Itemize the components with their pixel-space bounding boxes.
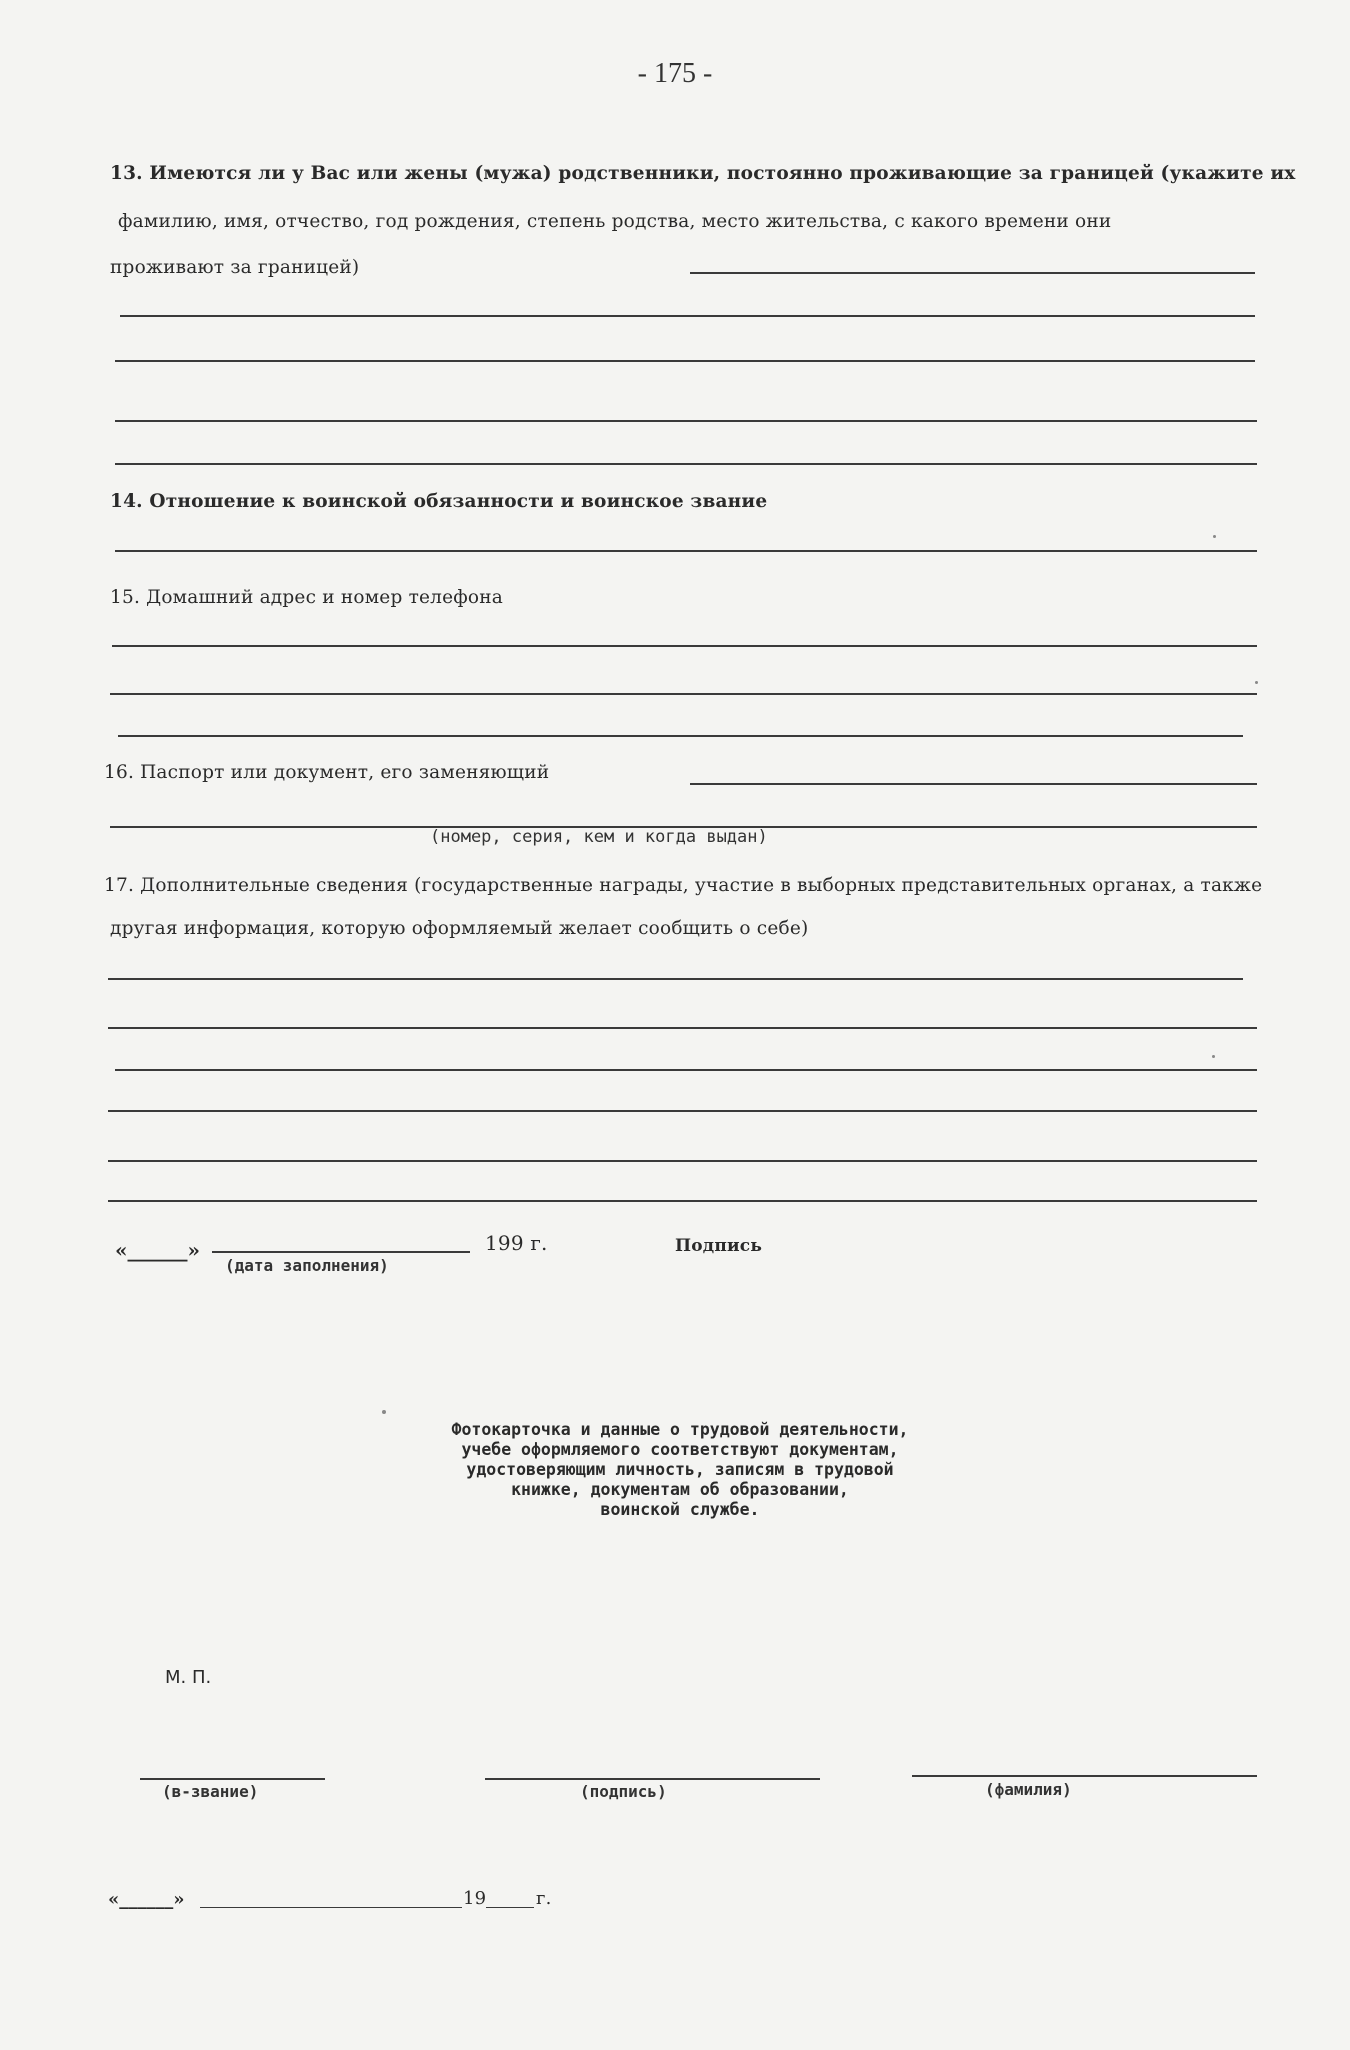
verification-note-line-2: учебе оформляемого соответствуют документам,	[461, 1440, 899, 1459]
signature-line[interactable]	[485, 1778, 820, 1780]
bottom-date-suffix: г.	[536, 1888, 552, 1909]
surname-caption: (фамилия)	[985, 1780, 1072, 1799]
scan-speck	[1213, 535, 1216, 538]
bottom-date-day-blank[interactable]: «______»	[108, 1889, 185, 1910]
question-13-line-3: проживают за границей)	[110, 257, 360, 278]
page-number: - 175 -	[637, 58, 713, 89]
scan-speck	[1255, 681, 1258, 684]
rank-line[interactable]	[140, 1778, 325, 1780]
verification-note-line-3: удостоверяющим личность, записям в трудовой	[466, 1460, 894, 1479]
answer-line-13-b[interactable]	[120, 315, 1255, 317]
answer-line-17-b[interactable]	[108, 1027, 1257, 1029]
answer-line-14[interactable]	[115, 550, 1257, 552]
bottom-date-year-line[interactable]	[486, 1907, 534, 1908]
answer-line-17-a[interactable]	[108, 978, 1243, 980]
rank-caption: (в-звание)	[162, 1782, 259, 1801]
surname-line[interactable]	[912, 1775, 1257, 1777]
signature-caption: (подпись)	[580, 1782, 667, 1801]
answer-line-17-f[interactable]	[108, 1200, 1257, 1202]
answer-line-17-e[interactable]	[108, 1160, 1257, 1162]
question-17-line-1: 17. Дополнительные сведения (государственные награды, участие в выборных представительных органах, а также	[104, 875, 1263, 896]
answer-line-13-a[interactable]	[690, 272, 1255, 274]
passport-caption: (номер, серия, кем и когда выдан)	[430, 827, 768, 847]
verification-note-line-5: воинской службе.	[600, 1500, 760, 1519]
answer-line-13-e[interactable]	[115, 463, 1257, 465]
stamp-place-label: М. П.	[165, 1667, 212, 1688]
bottom-date-year: 19	[463, 1888, 487, 1909]
question-16: 16. Паспорт или документ, его заменяющий	[104, 762, 550, 783]
answer-line-16-a[interactable]	[690, 783, 1257, 785]
date-year: 199 г.	[485, 1231, 548, 1255]
date-month-line[interactable]	[212, 1251, 470, 1253]
scan-speck	[382, 1410, 386, 1414]
date-day-blank[interactable]: «______»	[115, 1238, 200, 1262]
date-caption: (дата заполнения)	[225, 1256, 389, 1275]
answer-line-17-d[interactable]	[108, 1110, 1257, 1112]
question-13-line-2: фамилию, имя, отчество, год рождения, степень родства, место жительства, с какого времени они	[118, 211, 1112, 232]
answer-line-15-a[interactable]	[112, 645, 1257, 647]
question-17-line-2: другая информация, которую оформляемый желает сообщить о себе)	[110, 918, 809, 939]
verification-note-line-1: Фотокарточка и данные о трудовой деятельности,	[451, 1420, 909, 1439]
signature-label: Подпись	[675, 1236, 763, 1256]
answer-line-15-c[interactable]	[118, 735, 1243, 737]
question-13-line-1: 13. Имеются ли у Вас или жены (мужа) родственники, постоянно проживающие за границей (укажите их	[110, 163, 1296, 184]
answer-line-13-d[interactable]	[115, 420, 1257, 422]
question-15: 15. Домашний адрес и номер телефона	[110, 587, 504, 608]
answer-line-15-b[interactable]	[110, 693, 1257, 695]
question-14: 14. Отношение к воинской обязанности и воинское звание	[110, 491, 768, 512]
answer-line-13-c[interactable]	[115, 360, 1255, 362]
bottom-date-month-line[interactable]	[200, 1907, 462, 1908]
scan-speck	[1212, 1055, 1215, 1058]
verification-note-line-4: книжке, документам об образовании,	[511, 1480, 849, 1499]
verification-note	[330, 1420, 1030, 1520]
answer-line-17-c[interactable]	[115, 1069, 1257, 1071]
